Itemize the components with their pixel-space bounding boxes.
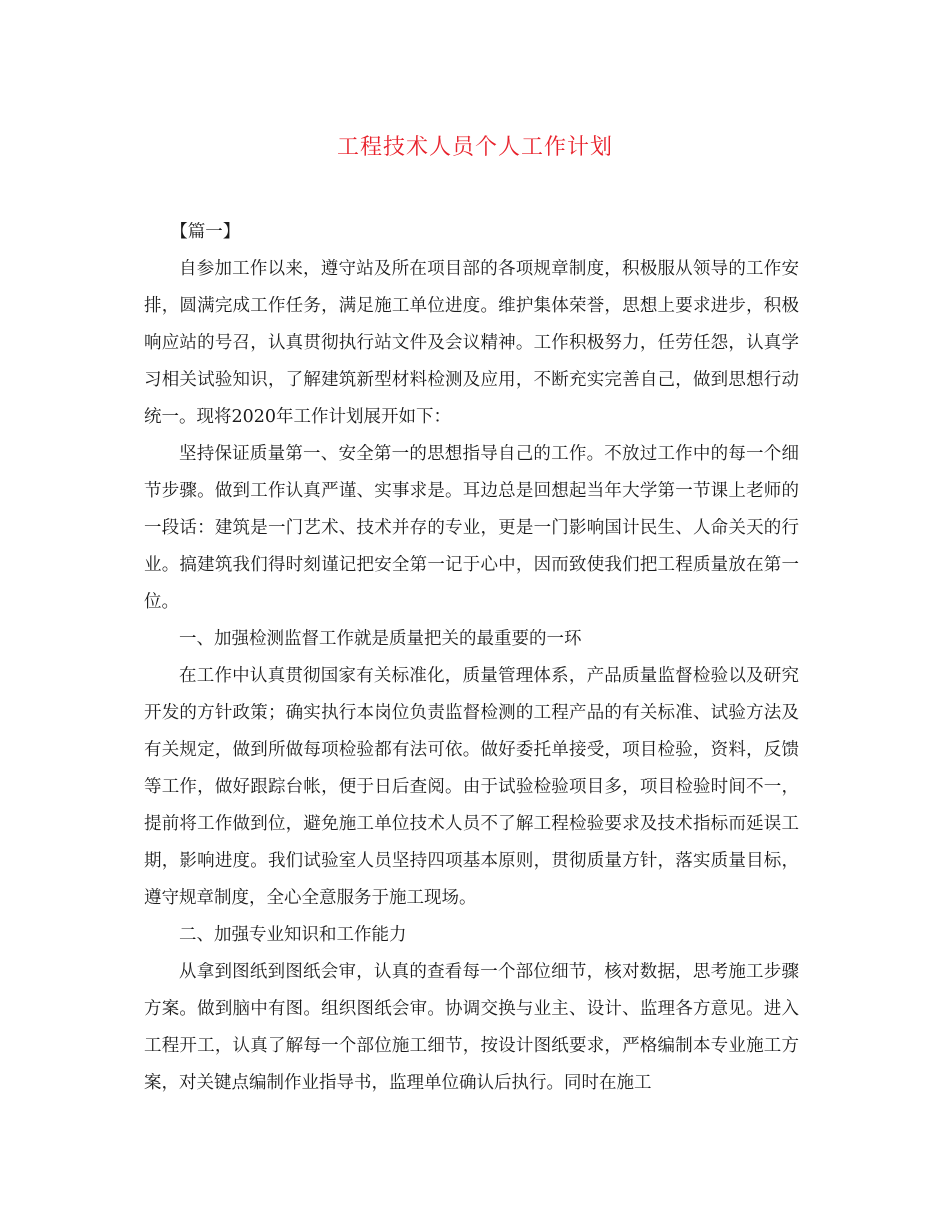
heading-section-one: 一、加强检测监督工作就是质量把关的最重要的一环 (179, 629, 582, 649)
section-label: 【篇一】 (170, 222, 241, 242)
paragraph-section-one: 在工作中认真贯彻国家有关标准化，质量管理体系，产品质量监督检验以及研究开发的方针政策；确实执行本岗位负责监督检测的工程产品的有关标准、试验方法及有关规定，做到所做每项检验都有法可依。做好委托单接受，项目检验，资料，反馈等工作，做好跟踪台帐，便于日后查阅。由于试验检验项目多，项目检验时间不一，提前将工作做到位，避免施工单位技术人员不了解工程检验要求及技术指标而延误工期，影响进度。我们试验室人员坚持四项基本原则，贯彻质量方针，落实质量目标，遵守规章制度，全心全意服务于施工现场。 (144, 666, 799, 908)
document-body (144, 214, 799, 1102)
paragraph-section-two: 从拿到图纸到图纸会审，认真的查看每一个部位细节，核对数据，思考施工步骤方案。做到脑中有图。组织图纸会审。协调交换与业主、设计、监理各方意见。进入工程开工，认真了解每一个部位施工细节，按设计图纸要求，严格编制本专业施工方案，对关键点编制作业指导书，监理单位确认后执行。同时在施工 (144, 962, 799, 1093)
heading-section-two: 二、加强专业知识和工作能力 (179, 925, 407, 945)
paragraph-intro: 自参加工作以来，遵守站及所在项目部的各项规章制度，积极服从领导的工作安排，圆满完成工作任务，满足施工单位进度。维护集体荣誉，思想上要求进步，积极响应站的号召，认真贯彻执行站文件及会议精神。工作积极努力，任劳任怨，认真学习相关试验知识，了解建筑新型材料检测及应用，不断充实完善自己，做到思想行动统一。现将2020年工作计划展开如下： (144, 259, 799, 427)
document-title: 工程技术人员个人工作计划 (336, 135, 613, 160)
paragraph-quality: 坚持保证质量第一、安全第一的思想指导自己的工作。不放过工作中的每一个细节步骤。做到工作认真严谨、实事求是。耳边总是回想起当年大学第一节课上老师的一段话：建筑是一门艺术、技术并存的专业，更是一门影响国计民生、人命关天的行业。搞建筑我们得时刻谨记把安全第一记于心中，因而致使我们把工程质量放在第一位。 (144, 444, 799, 612)
